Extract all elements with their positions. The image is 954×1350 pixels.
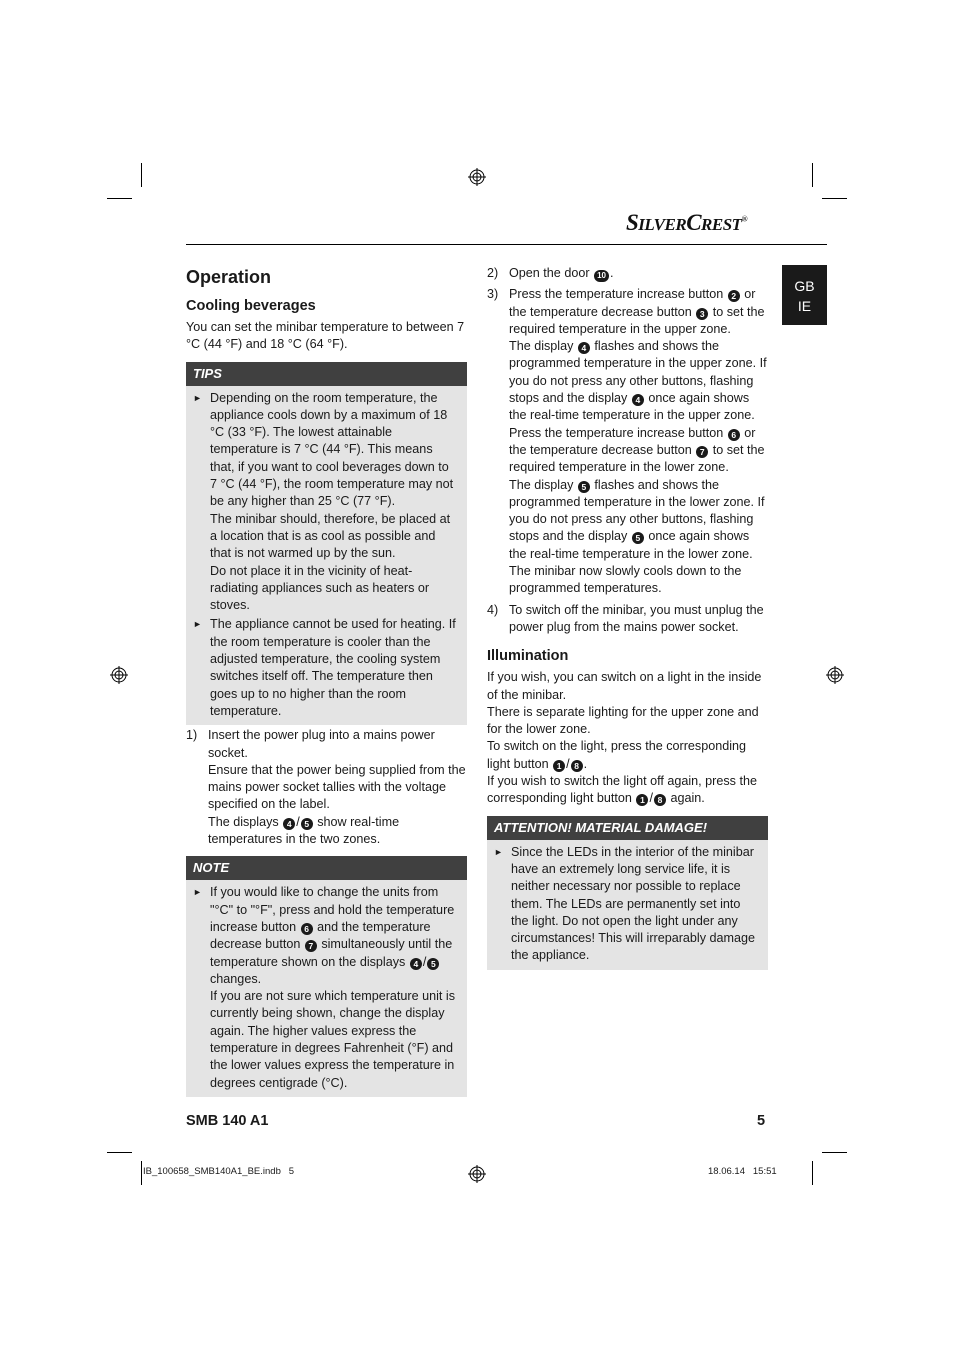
step-1 [186,727,467,848]
crop-mark [822,1152,847,1153]
crop-mark [812,1161,813,1185]
bullet-arrow-icon: ► [494,846,503,857]
step-text: Press the temperature increase button 6 or the temperature decrease button 7 to set the required temperature in the lower zone. [509,425,765,475]
ref-number-icon: 5 [578,481,590,493]
step-text: Ensure that the power being supplied from the mains power socket tallies with the voltage specified on the label. [208,762,466,812]
step-2 [487,265,768,282]
ref-number-icon: 1 [636,794,648,806]
note-box [186,856,467,1097]
ref-number-icon: 6 [301,923,313,935]
step-text: Press the temperature increase button 2 or the temperature decrease button 3 to set the required temperature in the upper zone. [509,287,765,336]
page-number: 5 [757,1113,766,1129]
language-code-ie: IE [797,298,812,314]
illumination-paragraph: If you wish, you can switch on a light in the inside of the minibar. [487,670,762,702]
step-number: 1) [186,728,198,743]
language-tab [782,265,827,325]
step-number: 3) [487,287,499,302]
illumination-paragraph: To switch on the light, press the corresponding light button 1 / 8 . [487,739,747,771]
attention-paragraph: Since the LEDs in the interior of the minibar have an extremely long service life, it is neither necessary nor possible to replace them. The LEDs are permanently set into the light. Do not open the light under any circumstances! This will irreparably damage the appliance. [511,844,756,963]
ref-number-icon: 3 [696,308,708,320]
crop-mark [107,198,132,199]
print-slug-datetime: 18.06.14 15:51 [708,1166,777,1177]
language-code-gb: GB [794,278,815,294]
step-text: To switch off the minibar, you must unplug the power plug from the mains power socket. [509,602,764,634]
ref-number-icon: 5 [632,532,644,544]
ref-number-icon: 1 [553,760,565,772]
registration-mark-icon [468,1165,486,1183]
step-number: 2) [487,266,499,280]
ref-number-icon: 2 [728,290,740,302]
crop-mark [141,163,142,187]
illumination-title: Illumination [487,648,569,665]
tips-heading: TIPS [186,362,467,386]
step-3 [487,286,768,597]
intro-paragraph: You can set the minibar temperature to between 7 °C (44 °F) and 18 °C (64 °F). [186,320,465,352]
registration-mark-icon [826,666,844,684]
crop-mark [822,198,847,199]
ref-number-icon: 4 [410,958,422,970]
note-paragraph: If you would like to change the units from "°C" to "°F", press and hold the temperature increase button 6 and the temperature decrease button 7 simultaneously until the temperature shown on the displays 4 / 5 changes. [210,885,455,986]
bullet-arrow-icon: ► [193,619,202,630]
note-bullet [193,884,459,1092]
step-text: The display 5 flashes and shows the programmed temperature in the lower zone. If you do not press any other buttons, flashing stops and the display 5 once again shows the real-time temperature in the lower zone. [509,477,765,561]
ref-number-icon: 8 [654,794,666,806]
tip-paragraph: Do not place it in the vicinity of heat-radiating appliances such as heaters or stoves. [210,563,430,613]
tip-bullet [193,616,459,720]
illumination-paragraph: If you wish to switch the light off again, press the corresponding light button 1 / 8 again. [487,774,757,806]
ref-number-icon: 7 [305,940,317,952]
crop-mark [141,1161,142,1185]
tip-paragraph: The appliance cannot be used for heating. If the room temperature is cooler than the adjusted temperature, the cooling system switches itself off. The temperature then goes up to no higher than the room temperature. [210,617,456,718]
attention-box [487,816,768,970]
tips-box [186,362,467,726]
header-divider [186,244,827,245]
ref-number-icon: 4 [632,394,644,406]
ref-number-icon: 7 [696,446,708,458]
tip-paragraph: Depending on the room temperature, the appliance cools down by a maximum of 18 °C (33 °F). The lowest attainable temperature is 7 °C (44 °F). This means that, if you want to cool beverages down to 7 °C (44 °F), the room temperature may not be any higher than 25 °C (77 °F). [210,390,454,509]
subsection-title: Cooling beverages [186,298,316,314]
registration-mark-icon [468,168,486,186]
ref-number-icon: 6 [728,429,740,441]
note-heading: NOTE [186,856,467,880]
left-column [186,262,467,1097]
ref-number-icon: 10 [594,270,609,282]
footer-model-number: SMB 140 A1 [186,1113,269,1129]
step-text: The display 4 flashes and shows the programmed temperature in the upper zone. If you do not press any other buttons, flashing stops and the display 4 once again shows the real-time temperature in the upper zone. [509,339,767,423]
ref-number-icon: 5 [427,958,439,970]
bullet-arrow-icon: ► [193,887,202,898]
note-paragraph: If you are not sure which temperature unit is currently being shown, change the display again. The higher values express the temperature in degrees Fahrenheit (°F) and the lower values express the temperature in degrees centigrade (°C). [210,989,456,1090]
tip-bullet [193,390,459,615]
crop-mark [812,163,813,187]
print-slug-file: IB_100658_SMB140A1_BE.indb 5 [143,1166,295,1177]
step-text: Insert the power plug into a mains power socket. [208,728,435,760]
section-title: Operation [186,267,272,287]
brand-logo: SILVERCREST® [626,210,748,235]
bullet-arrow-icon: ► [193,392,202,403]
attention-heading: ATTENTION! MATERIAL DAMAGE! [487,816,768,840]
step-text: The minibar now slowly cools down to the programmed temperatures. [509,564,742,596]
registration-mark-icon [110,666,128,684]
crop-mark [107,1152,132,1153]
attention-bullet [494,844,760,965]
right-column [487,262,768,970]
illumination-paragraph: There is separate lighting for the upper zone and for the lower zone. [487,704,759,737]
ref-number-icon: 4 [578,342,590,354]
tip-paragraph: The minibar should, therefore, be placed at a location that is as cool as possible and that is not warmed up by the sun. [210,511,451,561]
step-text: Open the door 10 . [509,266,614,280]
step-number: 4) [487,602,499,617]
ref-number-icon: 8 [571,760,583,772]
ref-number-icon: 4 [283,818,295,830]
ref-number-icon: 5 [301,818,313,830]
step-text: The displays 4 / 5 show real-time temperatures in the two zones. [208,814,400,847]
step-4 [487,602,768,637]
